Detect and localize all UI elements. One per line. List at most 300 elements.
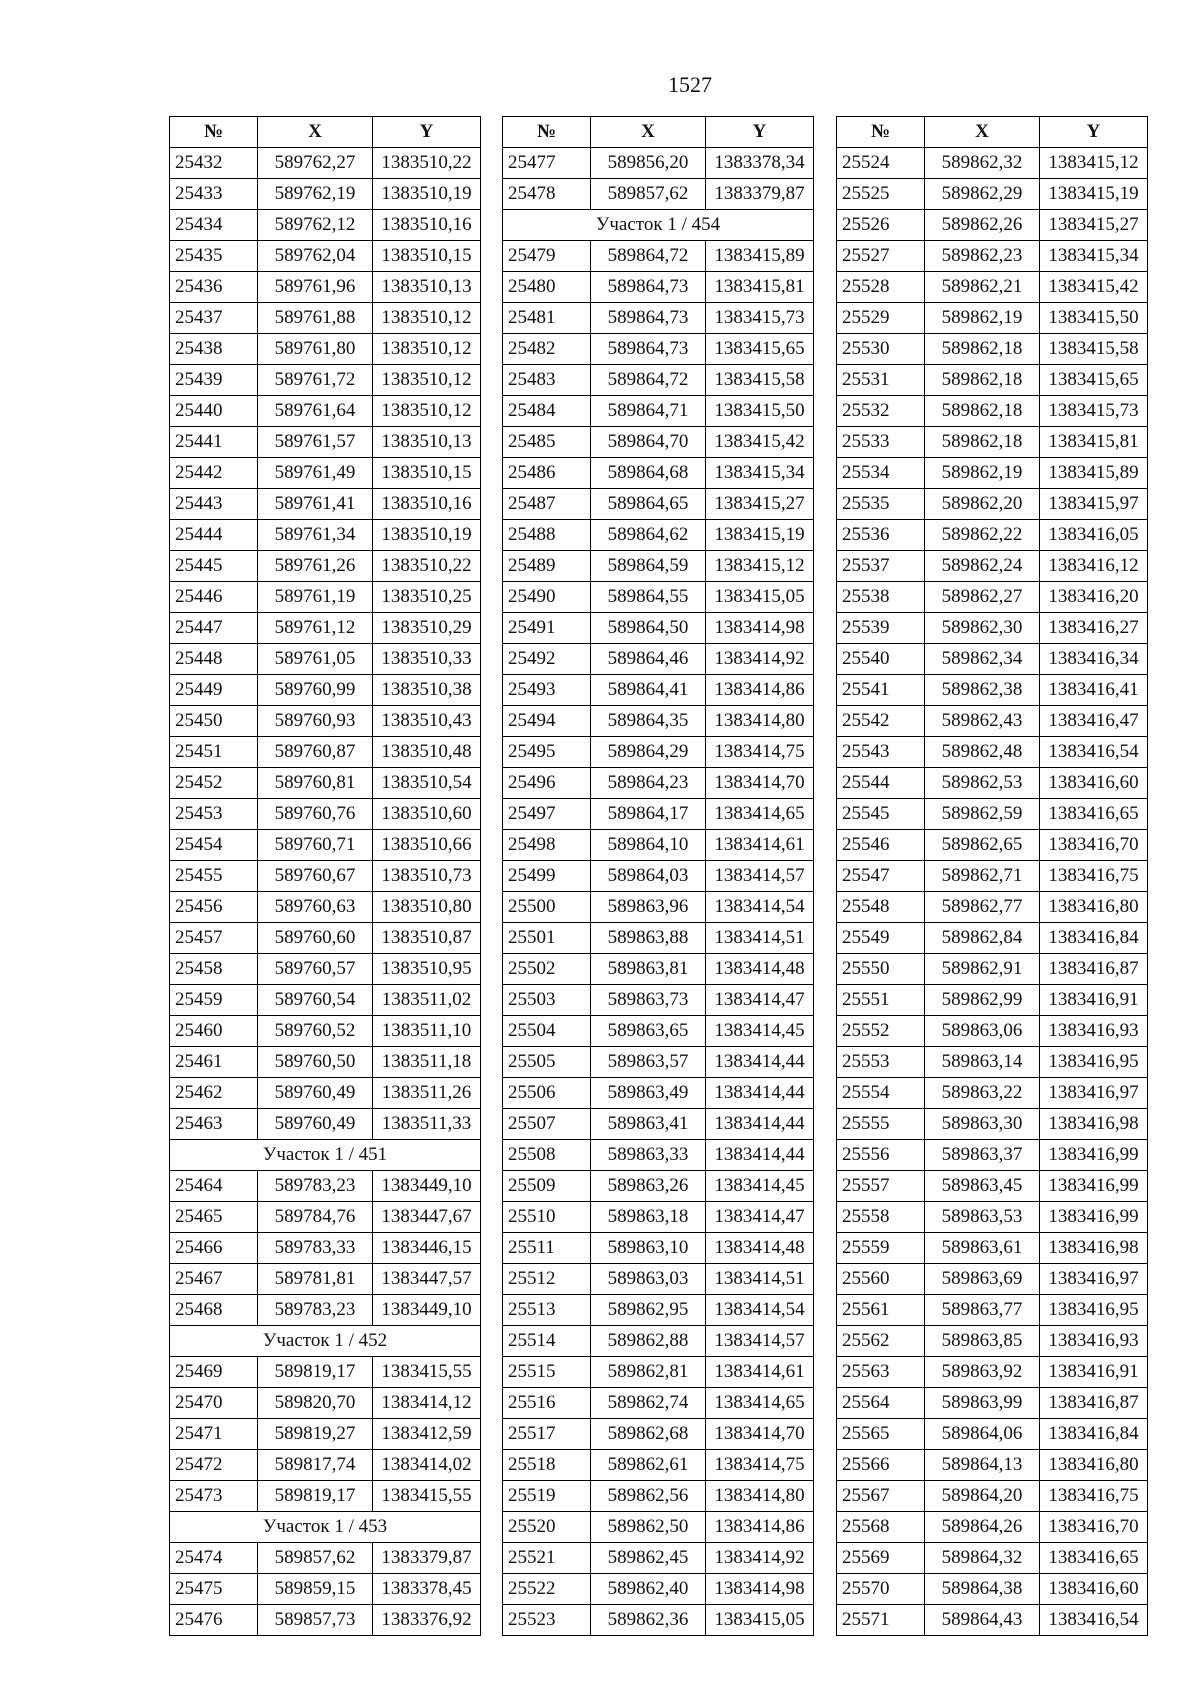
point-number: 25501 xyxy=(503,923,591,954)
table-row xyxy=(837,985,1148,1016)
x-coordinate: 589760,81 xyxy=(258,768,373,799)
table-row xyxy=(170,799,481,830)
point-number: 25495 xyxy=(503,737,591,768)
table-row xyxy=(837,210,1148,241)
y-coordinate: 1383511,26 xyxy=(373,1078,481,1109)
point-number: 25512 xyxy=(503,1264,591,1295)
point-number: 25474 xyxy=(170,1543,258,1574)
point-number: 25570 xyxy=(837,1574,925,1605)
x-coordinate: 589862,84 xyxy=(925,923,1040,954)
table-row xyxy=(837,1140,1148,1171)
point-number: 25502 xyxy=(503,954,591,985)
table-row xyxy=(170,520,481,551)
point-number: 25535 xyxy=(837,489,925,520)
coordinate-table-left xyxy=(169,116,481,1636)
y-coordinate: 1383510,12 xyxy=(373,365,481,396)
y-coordinate: 1383415,65 xyxy=(1040,365,1148,396)
x-coordinate: 589864,13 xyxy=(925,1450,1040,1481)
table-row xyxy=(170,1357,481,1388)
point-number: 25464 xyxy=(170,1171,258,1202)
table-row xyxy=(837,706,1148,737)
point-number: 25456 xyxy=(170,892,258,923)
section-title: Участок 1 / 452 xyxy=(170,1326,481,1357)
point-number: 25559 xyxy=(837,1233,925,1264)
y-coordinate: 1383416,98 xyxy=(1040,1109,1148,1140)
x-coordinate: 589760,87 xyxy=(258,737,373,768)
y-coordinate: 1383414,61 xyxy=(706,830,814,861)
y-coordinate: 1383416,41 xyxy=(1040,675,1148,706)
point-number: 25556 xyxy=(837,1140,925,1171)
table-row xyxy=(837,582,1148,613)
x-coordinate: 589760,99 xyxy=(258,675,373,706)
point-number: 25564 xyxy=(837,1388,925,1419)
y-coordinate: 1383414,47 xyxy=(706,985,814,1016)
table-row xyxy=(837,179,1148,210)
table-row xyxy=(503,1171,814,1202)
x-coordinate: 589864,32 xyxy=(925,1543,1040,1574)
x-coordinate: 589862,68 xyxy=(591,1419,706,1450)
table-row xyxy=(170,334,481,365)
table-row xyxy=(837,1233,1148,1264)
header-y: Y xyxy=(1040,117,1148,148)
table-row xyxy=(837,303,1148,334)
x-coordinate: 589863,61 xyxy=(925,1233,1040,1264)
table-row xyxy=(503,1450,814,1481)
x-coordinate: 589864,65 xyxy=(591,489,706,520)
x-coordinate: 589864,41 xyxy=(591,675,706,706)
table-row xyxy=(837,489,1148,520)
y-coordinate: 1383415,50 xyxy=(706,396,814,427)
y-coordinate: 1383510,95 xyxy=(373,954,481,985)
point-number: 25496 xyxy=(503,768,591,799)
x-coordinate: 589761,57 xyxy=(258,427,373,458)
point-number: 25527 xyxy=(837,241,925,272)
y-coordinate: 1383415,27 xyxy=(706,489,814,520)
table-row xyxy=(170,1078,481,1109)
table-row xyxy=(837,892,1148,923)
header-y: Y xyxy=(373,117,481,148)
x-coordinate: 589863,85 xyxy=(925,1326,1040,1357)
point-number: 25552 xyxy=(837,1016,925,1047)
point-number: 25478 xyxy=(503,179,591,210)
table-row xyxy=(837,1388,1148,1419)
point-number: 25516 xyxy=(503,1388,591,1419)
x-coordinate: 589863,96 xyxy=(591,892,706,923)
table-row xyxy=(170,582,481,613)
y-coordinate: 1383376,92 xyxy=(373,1605,481,1636)
table-row xyxy=(503,985,814,1016)
point-number: 25522 xyxy=(503,1574,591,1605)
x-coordinate: 589820,70 xyxy=(258,1388,373,1419)
x-coordinate: 589760,49 xyxy=(258,1078,373,1109)
table-row xyxy=(837,551,1148,582)
coordinate-table-middle xyxy=(502,116,814,1636)
y-coordinate: 1383379,87 xyxy=(373,1543,481,1574)
table-row xyxy=(503,272,814,303)
x-coordinate: 589783,33 xyxy=(258,1233,373,1264)
y-coordinate: 1383415,50 xyxy=(1040,303,1148,334)
y-coordinate: 1383416,34 xyxy=(1040,644,1148,675)
point-number: 25451 xyxy=(170,737,258,768)
y-coordinate: 1383416,65 xyxy=(1040,1543,1148,1574)
point-number: 25471 xyxy=(170,1419,258,1450)
y-coordinate: 1383414,51 xyxy=(706,1264,814,1295)
x-coordinate: 589760,57 xyxy=(258,954,373,985)
point-number: 25528 xyxy=(837,272,925,303)
table-row xyxy=(170,1419,481,1450)
table-row xyxy=(170,1016,481,1047)
table-row xyxy=(170,1450,481,1481)
y-coordinate: 1383416,75 xyxy=(1040,861,1148,892)
y-coordinate: 1383415,42 xyxy=(1040,272,1148,303)
x-coordinate: 589862,18 xyxy=(925,334,1040,365)
point-number: 25497 xyxy=(503,799,591,830)
y-coordinate: 1383510,25 xyxy=(373,582,481,613)
page-number: 1527 xyxy=(668,72,712,97)
x-coordinate: 589762,12 xyxy=(258,210,373,241)
point-number: 25483 xyxy=(503,365,591,396)
table-row xyxy=(170,830,481,861)
x-coordinate: 589863,33 xyxy=(591,1140,706,1171)
x-coordinate: 589862,77 xyxy=(925,892,1040,923)
table-row xyxy=(837,861,1148,892)
point-number: 25493 xyxy=(503,675,591,706)
y-coordinate: 1383415,34 xyxy=(706,458,814,489)
point-number: 25448 xyxy=(170,644,258,675)
table-row xyxy=(837,613,1148,644)
x-coordinate: 589864,03 xyxy=(591,861,706,892)
table-row xyxy=(503,365,814,396)
x-coordinate: 589862,32 xyxy=(925,148,1040,179)
table-row xyxy=(837,1016,1148,1047)
table-row xyxy=(837,241,1148,272)
y-coordinate: 1383414,45 xyxy=(706,1016,814,1047)
x-coordinate: 589862,91 xyxy=(925,954,1040,985)
y-coordinate: 1383510,60 xyxy=(373,799,481,830)
table-row xyxy=(170,613,481,644)
y-coordinate: 1383416,65 xyxy=(1040,799,1148,830)
x-coordinate: 589862,81 xyxy=(591,1357,706,1388)
x-coordinate: 589862,18 xyxy=(925,365,1040,396)
x-coordinate: 589862,48 xyxy=(925,737,1040,768)
table-row xyxy=(170,551,481,582)
y-coordinate: 1383414,65 xyxy=(706,799,814,830)
point-number: 25519 xyxy=(503,1481,591,1512)
x-coordinate: 589864,35 xyxy=(591,706,706,737)
x-coordinate: 589863,99 xyxy=(925,1388,1040,1419)
section-title: Участок 1 / 453 xyxy=(170,1512,481,1543)
table-row xyxy=(170,210,481,241)
table-row xyxy=(503,1543,814,1574)
header-number: № xyxy=(503,117,591,148)
x-coordinate: 589781,81 xyxy=(258,1264,373,1295)
y-coordinate: 1383415,12 xyxy=(706,551,814,582)
point-number: 25494 xyxy=(503,706,591,737)
x-coordinate: 589864,26 xyxy=(925,1512,1040,1543)
x-coordinate: 589862,20 xyxy=(925,489,1040,520)
point-number: 25479 xyxy=(503,241,591,272)
x-coordinate: 589862,56 xyxy=(591,1481,706,1512)
table-row xyxy=(503,613,814,644)
y-coordinate: 1383510,15 xyxy=(373,241,481,272)
x-coordinate: 589864,43 xyxy=(925,1605,1040,1636)
y-coordinate: 1383416,98 xyxy=(1040,1233,1148,1264)
header-number: № xyxy=(837,117,925,148)
x-coordinate: 589864,72 xyxy=(591,365,706,396)
y-coordinate: 1383416,27 xyxy=(1040,613,1148,644)
table-row xyxy=(170,768,481,799)
x-coordinate: 589761,88 xyxy=(258,303,373,334)
table-row xyxy=(170,1264,481,1295)
point-number: 25524 xyxy=(837,148,925,179)
x-coordinate: 589862,65 xyxy=(925,830,1040,861)
table-row xyxy=(170,303,481,334)
point-number: 25463 xyxy=(170,1109,258,1140)
y-coordinate: 1383415,58 xyxy=(706,365,814,396)
y-coordinate: 1383416,70 xyxy=(1040,1512,1148,1543)
y-coordinate: 1383510,19 xyxy=(373,520,481,551)
point-number: 25477 xyxy=(503,148,591,179)
y-coordinate: 1383416,60 xyxy=(1040,768,1148,799)
table-row xyxy=(170,644,481,675)
table-row xyxy=(170,954,481,985)
table-row xyxy=(503,1357,814,1388)
x-coordinate: 589761,80 xyxy=(258,334,373,365)
x-coordinate: 589862,18 xyxy=(925,427,1040,458)
x-coordinate: 589863,06 xyxy=(925,1016,1040,1047)
x-coordinate: 589862,61 xyxy=(591,1450,706,1481)
point-number: 25529 xyxy=(837,303,925,334)
y-coordinate: 1383415,05 xyxy=(706,1605,814,1636)
point-number: 25506 xyxy=(503,1078,591,1109)
table-row xyxy=(503,179,814,210)
y-coordinate: 1383510,13 xyxy=(373,272,481,303)
table-row xyxy=(837,1078,1148,1109)
point-number: 25542 xyxy=(837,706,925,737)
y-coordinate: 1383414,57 xyxy=(706,1326,814,1357)
point-number: 25546 xyxy=(837,830,925,861)
x-coordinate: 589863,88 xyxy=(591,923,706,954)
x-coordinate: 589760,52 xyxy=(258,1016,373,1047)
table-row xyxy=(503,1326,814,1357)
table-row xyxy=(170,1171,481,1202)
point-number: 25461 xyxy=(170,1047,258,1078)
header-x: X xyxy=(925,117,1040,148)
point-number: 25500 xyxy=(503,892,591,923)
x-coordinate: 589819,17 xyxy=(258,1481,373,1512)
table-row xyxy=(837,1512,1148,1543)
y-coordinate: 1383446,15 xyxy=(373,1233,481,1264)
x-coordinate: 589783,23 xyxy=(258,1171,373,1202)
y-coordinate: 1383378,45 xyxy=(373,1574,481,1605)
table-row xyxy=(503,861,814,892)
table-row xyxy=(503,799,814,830)
point-number: 25468 xyxy=(170,1295,258,1326)
x-coordinate: 589862,23 xyxy=(925,241,1040,272)
x-coordinate: 589864,73 xyxy=(591,334,706,365)
table-row xyxy=(503,427,814,458)
x-coordinate: 589862,19 xyxy=(925,303,1040,334)
table-row xyxy=(503,1047,814,1078)
point-number: 25435 xyxy=(170,241,258,272)
point-number: 25517 xyxy=(503,1419,591,1450)
point-number: 25439 xyxy=(170,365,258,396)
y-coordinate: 1383415,27 xyxy=(1040,210,1148,241)
table-row xyxy=(503,1605,814,1636)
table-row xyxy=(837,644,1148,675)
x-coordinate: 589817,74 xyxy=(258,1450,373,1481)
y-coordinate: 1383414,48 xyxy=(706,954,814,985)
point-number: 25492 xyxy=(503,644,591,675)
point-number: 25455 xyxy=(170,861,258,892)
y-coordinate: 1383416,95 xyxy=(1040,1295,1148,1326)
point-number: 25544 xyxy=(837,768,925,799)
y-coordinate: 1383414,54 xyxy=(706,1295,814,1326)
x-coordinate: 589760,49 xyxy=(258,1109,373,1140)
y-coordinate: 1383415,05 xyxy=(706,582,814,613)
x-coordinate: 589862,50 xyxy=(591,1512,706,1543)
y-coordinate: 1383415,81 xyxy=(1040,427,1148,458)
y-coordinate: 1383416,99 xyxy=(1040,1140,1148,1171)
y-coordinate: 1383416,93 xyxy=(1040,1326,1148,1357)
x-coordinate: 589863,03 xyxy=(591,1264,706,1295)
point-number: 25554 xyxy=(837,1078,925,1109)
point-number: 25508 xyxy=(503,1140,591,1171)
table-row xyxy=(837,737,1148,768)
point-number: 25565 xyxy=(837,1419,925,1450)
point-number: 25509 xyxy=(503,1171,591,1202)
table-row xyxy=(503,396,814,427)
x-coordinate: 589863,92 xyxy=(925,1357,1040,1388)
y-coordinate: 1383510,12 xyxy=(373,396,481,427)
y-coordinate: 1383414,92 xyxy=(706,644,814,675)
table-row xyxy=(503,1078,814,1109)
x-coordinate: 589761,96 xyxy=(258,272,373,303)
y-coordinate: 1383510,16 xyxy=(373,489,481,520)
point-number: 25540 xyxy=(837,644,925,675)
y-coordinate: 1383416,75 xyxy=(1040,1481,1148,1512)
table-row xyxy=(503,1109,814,1140)
table-row xyxy=(170,396,481,427)
x-coordinate: 589862,29 xyxy=(925,179,1040,210)
x-coordinate: 589761,34 xyxy=(258,520,373,551)
y-coordinate: 1383414,80 xyxy=(706,1481,814,1512)
point-number: 25491 xyxy=(503,613,591,644)
point-number: 25510 xyxy=(503,1202,591,1233)
y-coordinate: 1383415,19 xyxy=(1040,179,1148,210)
point-number: 25459 xyxy=(170,985,258,1016)
y-coordinate: 1383416,97 xyxy=(1040,1264,1148,1295)
table-row xyxy=(170,1109,481,1140)
table-row xyxy=(503,1233,814,1264)
table-row xyxy=(837,768,1148,799)
y-coordinate: 1383416,99 xyxy=(1040,1171,1148,1202)
x-coordinate: 589864,23 xyxy=(591,768,706,799)
table-row xyxy=(503,1512,814,1543)
header-x: X xyxy=(258,117,373,148)
table-row xyxy=(837,1574,1148,1605)
y-coordinate: 1383510,87 xyxy=(373,923,481,954)
x-coordinate: 589864,73 xyxy=(591,303,706,334)
x-coordinate: 589863,69 xyxy=(925,1264,1040,1295)
point-number: 25518 xyxy=(503,1450,591,1481)
y-coordinate: 1383511,10 xyxy=(373,1016,481,1047)
y-coordinate: 1383510,12 xyxy=(373,334,481,365)
point-number: 25447 xyxy=(170,613,258,644)
point-number: 25520 xyxy=(503,1512,591,1543)
point-number: 25467 xyxy=(170,1264,258,1295)
x-coordinate: 589760,54 xyxy=(258,985,373,1016)
point-number: 25460 xyxy=(170,1016,258,1047)
y-coordinate: 1383416,99 xyxy=(1040,1202,1148,1233)
table-row xyxy=(837,799,1148,830)
x-coordinate: 589862,27 xyxy=(925,582,1040,613)
point-number: 25525 xyxy=(837,179,925,210)
table-row xyxy=(837,1357,1148,1388)
y-coordinate: 1383510,48 xyxy=(373,737,481,768)
y-coordinate: 1383414,86 xyxy=(706,675,814,706)
y-coordinate: 1383510,12 xyxy=(373,303,481,334)
x-coordinate: 589864,46 xyxy=(591,644,706,675)
x-coordinate: 589863,14 xyxy=(925,1047,1040,1078)
y-coordinate: 1383449,10 xyxy=(373,1295,481,1326)
table-row xyxy=(170,1202,481,1233)
table-row xyxy=(170,1047,481,1078)
y-coordinate: 1383414,12 xyxy=(373,1388,481,1419)
y-coordinate: 1383414,98 xyxy=(706,1574,814,1605)
point-number: 25488 xyxy=(503,520,591,551)
point-number: 25441 xyxy=(170,427,258,458)
table-row xyxy=(837,1481,1148,1512)
x-coordinate: 589762,27 xyxy=(258,148,373,179)
point-number: 25469 xyxy=(170,1357,258,1388)
table-row xyxy=(837,1419,1148,1450)
point-number: 25560 xyxy=(837,1264,925,1295)
point-number: 25480 xyxy=(503,272,591,303)
table-row xyxy=(503,644,814,675)
point-number: 25504 xyxy=(503,1016,591,1047)
x-coordinate: 589864,59 xyxy=(591,551,706,582)
point-number: 25457 xyxy=(170,923,258,954)
x-coordinate: 589862,45 xyxy=(591,1543,706,1574)
y-coordinate: 1383414,45 xyxy=(706,1171,814,1202)
section-row xyxy=(503,210,814,241)
y-coordinate: 1383414,44 xyxy=(706,1078,814,1109)
y-coordinate: 1383416,87 xyxy=(1040,954,1148,985)
y-coordinate: 1383510,15 xyxy=(373,458,481,489)
x-coordinate: 589862,99 xyxy=(925,985,1040,1016)
table-row xyxy=(170,1543,481,1574)
point-number: 25511 xyxy=(503,1233,591,1264)
y-coordinate: 1383416,47 xyxy=(1040,706,1148,737)
x-coordinate: 589863,73 xyxy=(591,985,706,1016)
x-coordinate: 589864,68 xyxy=(591,458,706,489)
point-number: 25531 xyxy=(837,365,925,396)
y-coordinate: 1383414,75 xyxy=(706,1450,814,1481)
point-number: 25534 xyxy=(837,458,925,489)
point-number: 25562 xyxy=(837,1326,925,1357)
point-number: 25498 xyxy=(503,830,591,861)
table-row xyxy=(170,1295,481,1326)
x-coordinate: 589863,37 xyxy=(925,1140,1040,1171)
table-row xyxy=(503,1419,814,1450)
section-title: Участок 1 / 454 xyxy=(503,210,814,241)
x-coordinate: 589760,71 xyxy=(258,830,373,861)
y-coordinate: 1383412,59 xyxy=(373,1419,481,1450)
x-coordinate: 589862,21 xyxy=(925,272,1040,303)
table-row xyxy=(837,458,1148,489)
table-row xyxy=(170,861,481,892)
